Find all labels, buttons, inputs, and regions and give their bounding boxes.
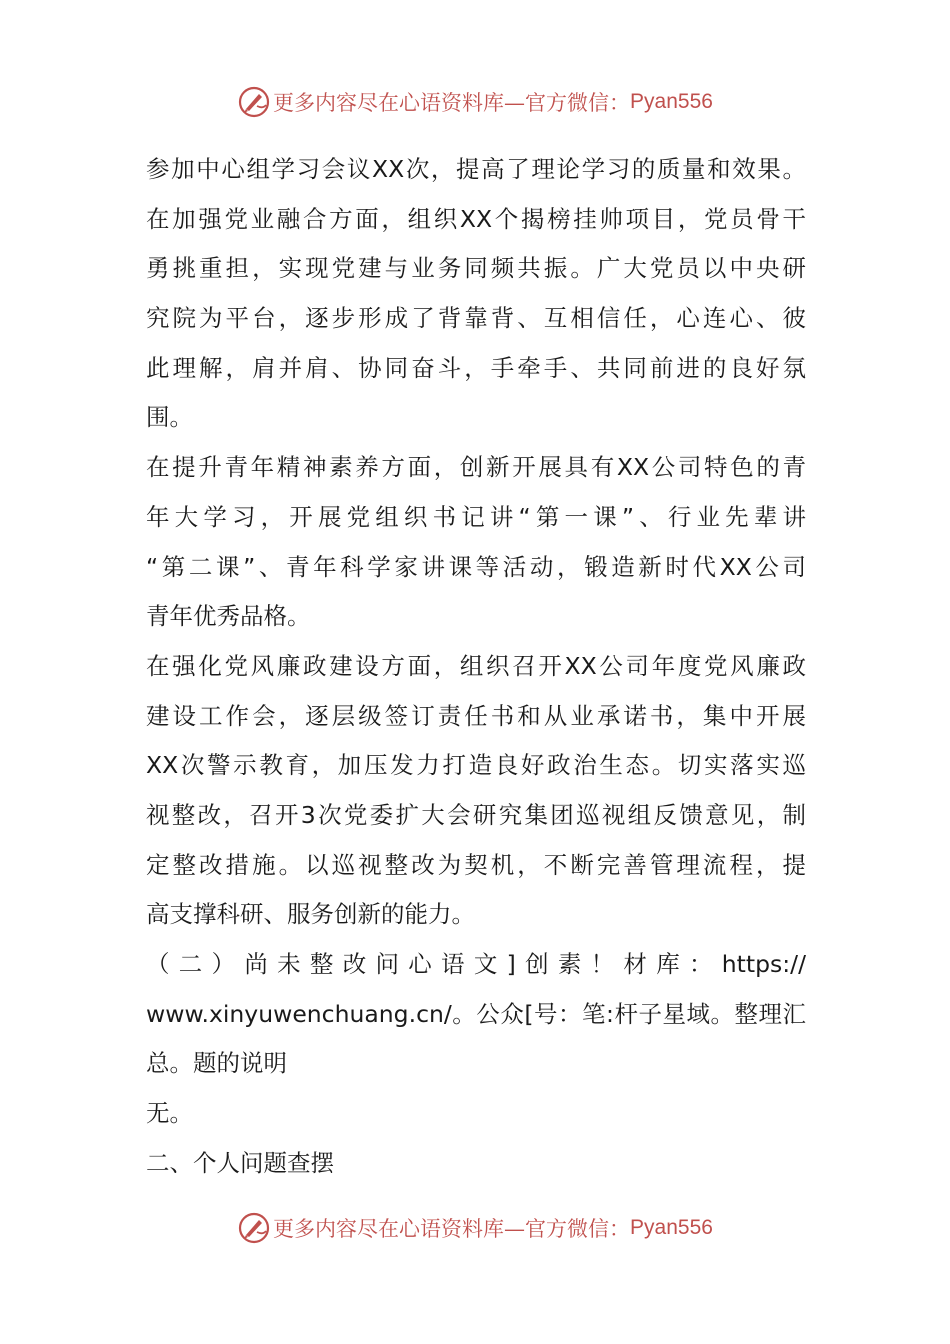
pen-logo-icon (237, 85, 271, 119)
body-line: 高支撑科研、服务创新的能力。 (146, 900, 475, 929)
watermark-id: Pyan556 (630, 90, 713, 113)
body-line: 围。 (146, 403, 193, 432)
watermark-text: 更多内容尽在心语资料库—官方微信： (273, 1217, 631, 1241)
section-heading: 二、个人问题查摆 (146, 1148, 334, 1177)
body-line: 此理解，肩并肩、协同奋斗，手牵手、共同前进的良好氛 (146, 353, 806, 382)
body-line: 勇挑重担，实现党建与业务同频共振。广大党员以中央研 (146, 254, 806, 283)
watermark-id: Pyan556 (630, 1216, 713, 1239)
body-line: 总。题的说明 (146, 1049, 287, 1078)
body-line: 年大学习，开展党组织书记讲“第一课”、行业先辈讲 (146, 502, 806, 531)
body-line: （二）尚未整改问心语文]创素！材库：https:// (146, 950, 806, 978)
watermark-banner-bottom (0, 1208, 950, 1248)
body-line: XX次警示教育，加压发力打造良好政治生态。切实落实巡 (146, 751, 806, 780)
body-line: 视整改，召开3次党委扩大会研究集团巡视组反馈意见，制 (146, 800, 806, 829)
body-line: 究院为平台，逐步形成了背靠背、互相信任，心连心、彼 (146, 304, 806, 333)
body-line: www.xinyuwenchuang.cn/。公众[号：笔:杆子星域。整理汇 (146, 999, 806, 1028)
pen-logo-icon (237, 1211, 271, 1245)
body-line: 在加强党业融合方面，组织XX个揭榜挂帅项目，党员骨干 (146, 204, 806, 233)
body-line: 定整改措施。以巡视整改为契机，不断完善管理流程，提 (146, 850, 806, 879)
document-body (146, 145, 806, 1188)
body-line: 青年优秀品格。 (146, 602, 311, 631)
body-line: “第二课”、青年科学家讲课等活动，锻造新时代XX公司 (146, 552, 806, 581)
body-line: 无。 (146, 1099, 193, 1128)
watermark-banner-top (0, 82, 950, 122)
body-line: 建设工作会，逐层级签订责任书和从业承诺书，集中开展 (146, 701, 806, 730)
body-line: 在提升青年精神素养方面，创新开展具有XX公司特色的青 (146, 453, 806, 482)
body-line: 参加中心组学习会议XX次，提高了理论学习的质量和效果。 (146, 155, 806, 183)
body-line: 在强化党风廉政建设方面，组织召开XX公司年度党风廉政 (146, 651, 806, 680)
watermark-text: 更多内容尽在心语资料库—官方微信： (273, 91, 631, 115)
